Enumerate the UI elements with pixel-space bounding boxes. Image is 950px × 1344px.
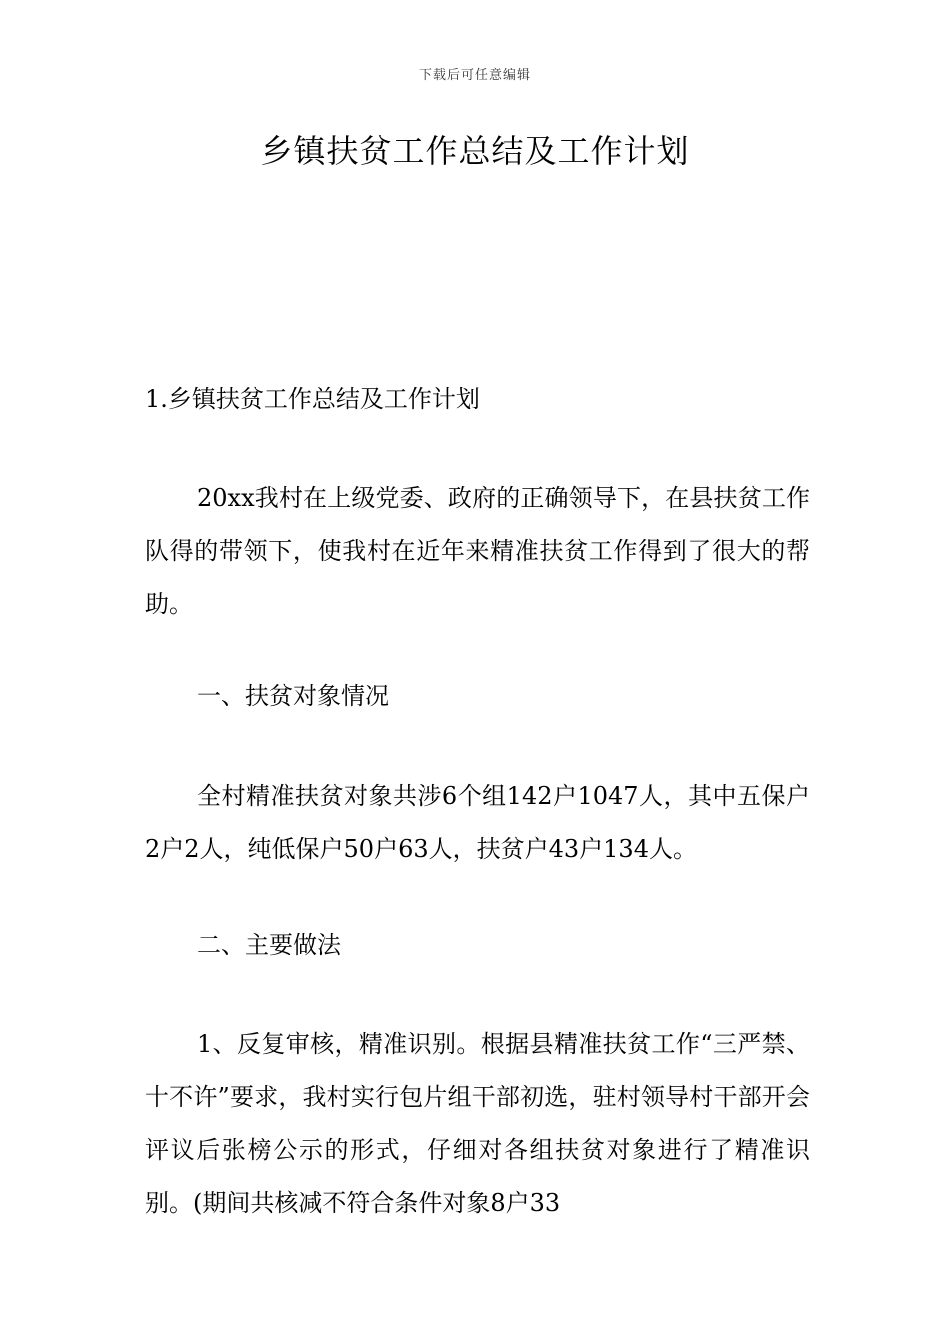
document-title: 乡镇扶贫工作总结及工作计划	[260, 132, 690, 170]
heading-main-practices: 二、主要做法	[197, 931, 341, 959]
beneficiaries-paragraph: 全村精准扶贫对象共涉6个组142户1047人，其中五保户2户2人，纯低保户50户63人，扶贫户43户134人。	[145, 782, 810, 863]
heading-beneficiaries: 一、扶贫对象情况	[197, 682, 389, 710]
download-note: 下载后可任意编辑	[418, 68, 531, 83]
intro-paragraph: 20xx我村在上级党委、政府的正确领导下，在县扶贫工作队得的带领下，使我村在近年来精准扶贫工作得到了很大的帮助。	[145, 484, 810, 618]
section-title: 1.乡镇扶贫工作总结及工作计划	[145, 385, 480, 413]
practices-paragraph: 1、反复审核，精准识别。根据县精准扶贫工作“三严禁、十不许”要求，我村实行包片组干部初选，驻村领导村干部开会评议后张榜公示的形式，仔细对各组扶贫对象进行了精准识别。(期间共核减不符合条件对象8户33	[145, 1030, 810, 1217]
